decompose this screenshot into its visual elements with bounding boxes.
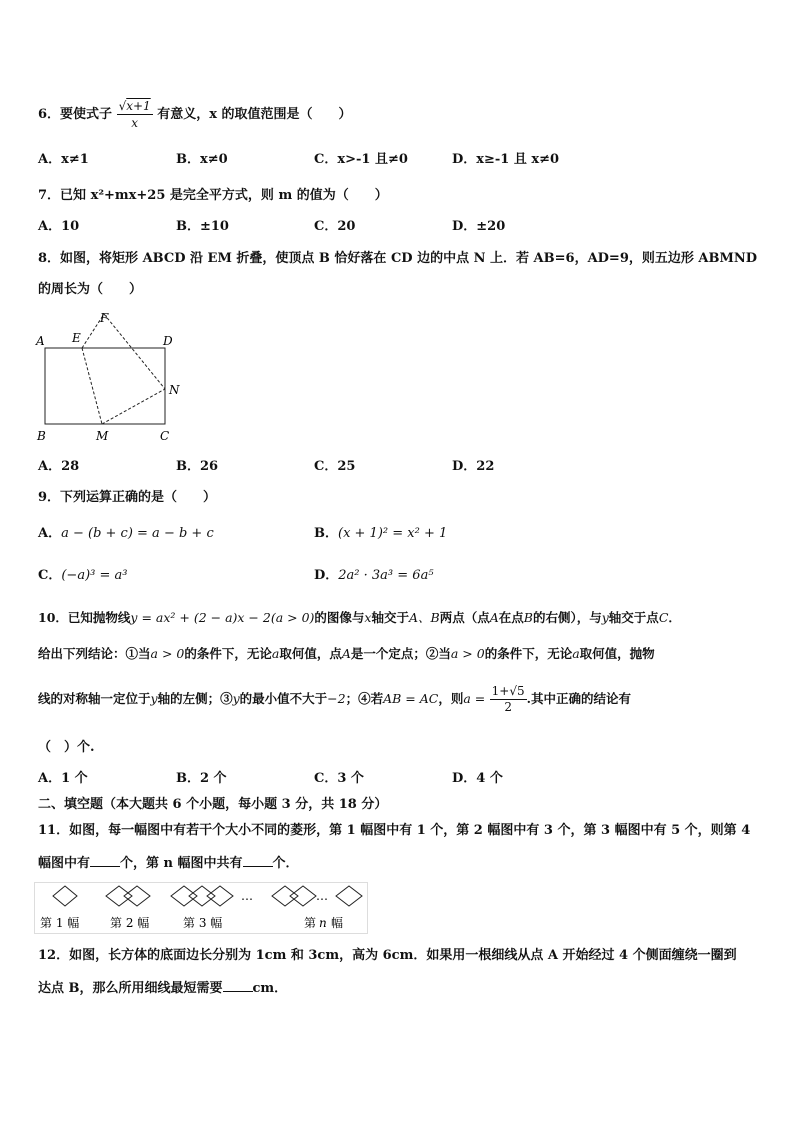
rhombus — [336, 886, 362, 906]
label-c: C — [160, 429, 170, 443]
q8-option-d[interactable]: D．22 — [452, 459, 495, 474]
label-d: D — [163, 334, 173, 348]
q10-l3-d: ；④若 — [345, 691, 384, 706]
q8-option-b[interactable]: B．26 — [176, 459, 219, 474]
q7-option-a[interactable]: A．10 — [38, 219, 80, 234]
q10-l1-C: C — [658, 610, 669, 625]
q10-l3-a: 线的对称轴一定位于 — [38, 691, 151, 706]
question-11-line1: 11．如图，每一幅图中有若干个大小不同的菱形，第 1 幅图中有 1 个，第 2 幅图中有 3 个，第 3 幅图中有 5 个，则第 4 — [38, 823, 751, 838]
question-7: 7．已知 x²+mx+25 是完全平方式，则 m 的值为（ ） — [38, 188, 388, 203]
q10-frac-den: 2 — [504, 700, 512, 714]
q10-l3-c: 的最小值不大于 — [239, 691, 328, 706]
label-n: N — [169, 383, 180, 397]
q7-option-c[interactable]: C．20 — [314, 219, 356, 234]
q9-a-expr: a − (b + c) = a − b + c — [61, 526, 214, 541]
q6-option-c[interactable]: C．x>-1 且≠0 — [314, 152, 408, 167]
q10-l1-g: 轴交于点 — [608, 610, 659, 625]
rhombus — [189, 886, 215, 906]
q9-c-expr: (−a)³ = a³ — [61, 568, 128, 583]
label-e: E — [72, 331, 81, 345]
label-m: M — [96, 429, 109, 443]
question-10-line2 — [38, 646, 655, 662]
q9-option-b[interactable] — [314, 526, 447, 542]
q7-option-b[interactable]: B．±10 — [176, 219, 229, 234]
q9-b-expr: (x + 1)² = x² + 1 — [338, 526, 448, 541]
q9-b-label: B． — [314, 526, 338, 541]
label-b: B — [37, 429, 46, 443]
q9-d-label: D． — [314, 568, 339, 583]
q11-figure — [34, 882, 368, 934]
q10-l2-cond2: a > 0 — [450, 646, 485, 661]
q11-blank-1[interactable] — [90, 854, 120, 867]
q10-fraction — [490, 684, 527, 715]
question-10-line3 — [38, 684, 631, 715]
q10-l3-e: ，则 — [438, 691, 464, 706]
q11-label-n: n — [319, 916, 327, 930]
q10-l1-a: 10．已知抛物线 — [38, 610, 131, 625]
q10-option-a[interactable]: A．1 个 — [38, 771, 88, 786]
question-6 — [38, 98, 352, 131]
q9-option-a[interactable] — [38, 526, 214, 542]
q10-l1-A: A — [489, 610, 499, 625]
q10-l3-y2: y — [232, 691, 240, 706]
q6-prefix: 6．要使式子 — [38, 107, 113, 122]
q6-suffix: 有意义，x 的取值范围是（ ） — [157, 107, 352, 122]
q6-option-d[interactable]: D．x≥-1 且 x≠0 — [452, 152, 560, 167]
q12-l2-a: 达点 B，那么所用细线最短需要 — [38, 981, 223, 996]
question-8-line1: 8．如图，将矩形 ABCD 沿 EM 折叠，使顶点 B 恰好落在 CD 边的中点 N 上．若 AB=6，AD=9，则五边形 ABMND — [38, 251, 758, 266]
q10-l2-d: 是一个定点；②当 — [350, 646, 451, 661]
q6-option-b[interactable]: B．x≠0 — [176, 152, 228, 167]
q10-l2-b: 的条件下，无论 — [184, 646, 272, 661]
q10-l2-f: 取何值，抛物 — [579, 646, 655, 661]
question-10-line4: （ ）个. — [38, 740, 95, 755]
rectangle-abcd — [45, 348, 165, 424]
q9-option-d[interactable] — [314, 568, 434, 584]
q10-l2-A: A — [341, 646, 351, 661]
q10-frac-num: 1+√5 — [491, 684, 525, 698]
q10-l3-y: y — [150, 691, 158, 706]
q9-a-label: A． — [38, 526, 62, 541]
section-2-title: 二、填空题（本大题共 6 个小题，每小题 3 分，共 18 分） — [38, 797, 388, 812]
q11-l2-b: 个，第 n 幅图中共有 — [120, 856, 243, 871]
q7-option-d[interactable]: D．±20 — [452, 219, 506, 234]
q11-label-1: 第 1 幅 — [40, 916, 80, 930]
q11-label-3: 第 3 幅 — [183, 916, 223, 930]
q8-option-c[interactable]: C．25 — [314, 459, 356, 474]
q6-frac-num: √x+1 — [118, 99, 151, 113]
q10-l1-c: 轴交于 — [371, 610, 409, 625]
label-f: F — [100, 311, 109, 325]
q10-option-b[interactable]: B．2 个 — [176, 771, 227, 786]
q10-l2-a3: a — [572, 646, 580, 661]
q11-l2-a: 幅图中有 — [38, 856, 91, 871]
q10-l3-b: 轴的左侧；③ — [157, 691, 233, 706]
label-a: A — [36, 334, 45, 348]
rhombus — [290, 886, 316, 906]
q12-l2-b: cm． — [252, 981, 288, 996]
q10-l1-d: 两点（点 — [439, 610, 490, 625]
question-12-line1: 12．如图，长方体的底面边长分别为 1cm 和 3cm，高为 6cm．如果用一根细线从点 A 开始经过 4 个侧面缠绕一圈到 — [38, 948, 737, 963]
q10-l1-x: x — [364, 610, 372, 625]
q10-l2-cond1: a > 0 — [150, 646, 185, 661]
rhombus — [106, 886, 132, 906]
q11-l2-c: 个． — [272, 856, 299, 871]
rhombus — [53, 886, 77, 906]
rhombus — [272, 886, 298, 906]
q10-l1-e: 在点 — [498, 610, 524, 625]
q10-parabola-expr: y = ax² + (2 − a)x − 2(a > 0) — [130, 610, 315, 625]
q10-l2-e: 的条件下，无论 — [484, 646, 573, 661]
q10-option-c[interactable]: C．3 个 — [314, 771, 364, 786]
q10-l1-f: 的右侧），与 — [532, 610, 602, 625]
rhombus — [171, 886, 197, 906]
q10-option-d[interactable]: D．4 个 — [452, 771, 503, 786]
q11-label-n-suffix: 幅 — [331, 916, 344, 930]
q9-c-label: C． — [38, 568, 62, 583]
q11-ellipsis-inner: … — [316, 889, 328, 903]
fold-line-mn — [102, 389, 165, 424]
q11-label-2: 第 2 幅 — [110, 916, 150, 930]
q10-l2-a2: a — [271, 646, 280, 661]
q11-ellipsis: … — [241, 889, 253, 903]
question-8-line2: 的周长为（ ） — [38, 282, 143, 297]
q8-option-a[interactable]: A．28 — [38, 459, 80, 474]
question-9: 9．下列运算正确的是（ ） — [38, 490, 217, 505]
fold-line-em — [82, 348, 102, 424]
q11-blank-2[interactable] — [243, 854, 273, 867]
q9-option-c[interactable] — [38, 568, 127, 584]
q10-l1-B: B — [523, 610, 533, 625]
q10-l1-h: ． — [668, 610, 681, 625]
q6-fraction — [117, 98, 153, 131]
q8-figure — [32, 308, 192, 446]
q10-l3-a-eq: a = — [463, 691, 486, 706]
q10-l3-eq: AB = AC — [383, 691, 439, 706]
q11-label-n-prefix: 第 — [304, 916, 317, 930]
question-10-line1 — [38, 610, 681, 626]
question-12-line2 — [38, 979, 287, 997]
q10-l2-c: 取何值，点 — [279, 646, 342, 661]
q6-frac-den: x — [131, 116, 139, 130]
q10-l1-ab: A、B — [409, 610, 440, 625]
fold-line-fn — [104, 314, 165, 389]
q9-d-expr: 2a² · 3a³ = 6a⁵ — [338, 568, 434, 583]
q10-l1-b: 的图像与 — [314, 610, 365, 625]
q10-l1-y: y — [601, 610, 609, 625]
q6-option-a[interactable]: A．x≠1 — [38, 152, 89, 167]
question-11-line2 — [38, 854, 299, 872]
rhombus — [207, 886, 233, 906]
q12-blank[interactable] — [223, 979, 253, 992]
rhombus — [124, 886, 150, 906]
q10-l3-f: .其中正确的结论有 — [526, 691, 631, 706]
q10-l3-v: −2 — [327, 691, 346, 706]
q10-l2-a: 给出下列结论：①当 — [38, 646, 151, 661]
